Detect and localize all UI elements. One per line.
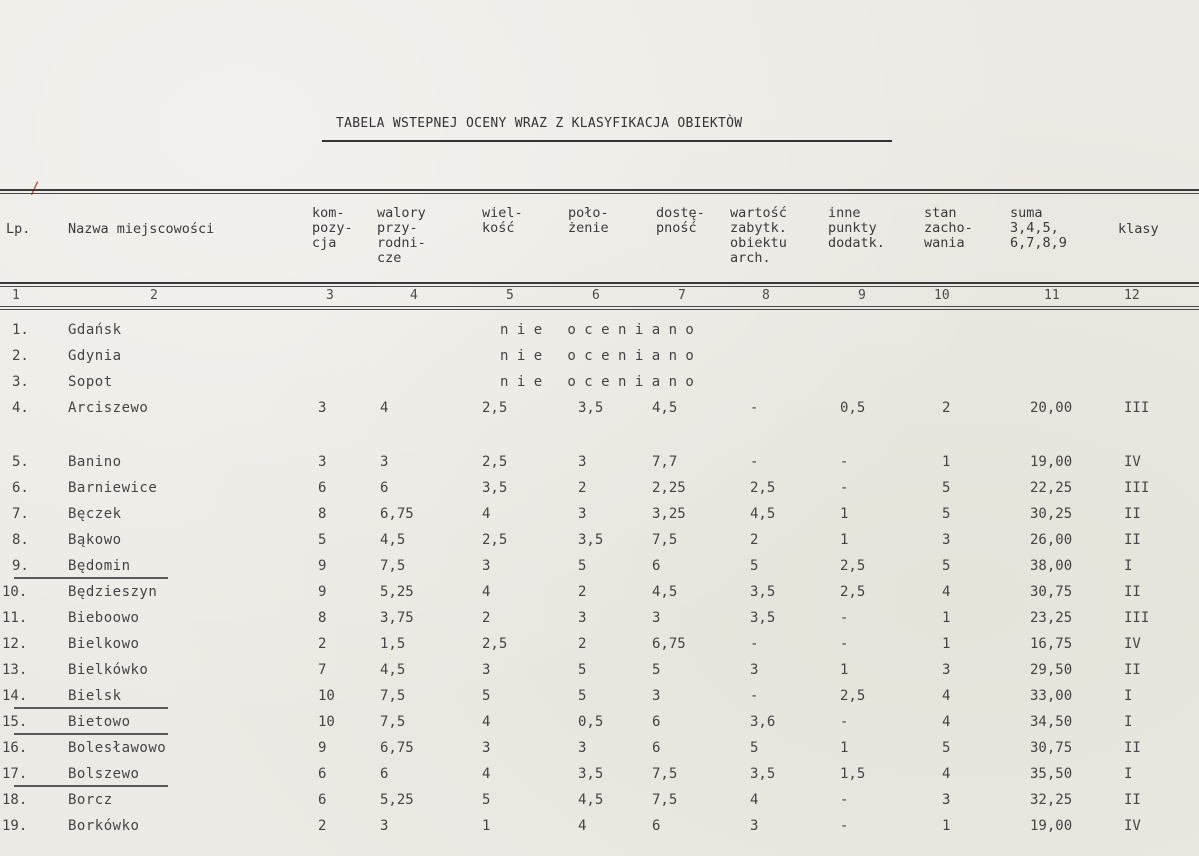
locality-name: Banino [68,454,122,470]
cell-c8: 3,5 [750,610,776,626]
cell-c3: 8 [318,506,327,522]
cell-c10: 4 [942,714,951,730]
cell-c4: 7,5 [380,558,406,574]
row-number: 10. [2,584,28,600]
column-number: 2 [150,288,158,303]
highlight-underline [14,577,168,579]
cell-c10: 1 [942,818,951,834]
cell-c6: 3,5 [578,766,604,782]
cell-c12: II [1124,506,1141,522]
cell-c8: 3 [750,818,759,834]
table-top-rule [0,189,1199,191]
cell-c8: 4,5 [750,506,776,522]
cell-c7: 6,75 [652,636,686,652]
cell-c6: 2 [578,480,587,496]
cell-c3: 10 [318,688,335,704]
highlight-underline [14,785,168,787]
cell-c9: 1 [840,506,849,522]
cell-c3: 3 [318,454,327,470]
cell-c8: 5 [750,558,759,574]
column-number: 3 [326,288,334,303]
row-number: 8. [12,532,29,548]
cell-c6: 5 [578,558,587,574]
cell-c9: - [840,610,849,626]
locality-name: Bąkowo [68,532,122,548]
cell-c10: 4 [942,766,951,782]
cell-c5: 2,5 [482,400,508,416]
cell-c12: IV [1124,636,1141,652]
cell-c9: 1 [840,662,849,678]
cell-c11: 16,75 [1030,636,1073,652]
cell-c11: 19,00 [1030,818,1073,834]
cell-c7: 3 [652,610,661,626]
cell-c9: 2,5 [840,584,866,600]
cell-c10: 1 [942,454,951,470]
cell-c11: 29,50 [1030,662,1073,678]
cell-c10: 3 [942,792,951,808]
cell-c3: 8 [318,610,327,626]
header-c11: suma 3,4,5, 6,7,8,9 [1010,205,1067,251]
cell-c5: 3 [482,740,491,756]
cell-c7: 5 [652,662,661,678]
cell-c3: 10 [318,714,335,730]
not-rated-note: n i e o c e n i a n o [500,374,694,390]
locality-name: Bietowo [68,714,131,730]
numbers-bottom-rule-2 [0,309,1199,310]
pen-mark: / [30,178,40,197]
cell-c12: I [1124,766,1133,782]
cell-c3: 9 [318,558,327,574]
cell-c8: 3,5 [750,584,776,600]
cell-c6: 4 [578,818,587,834]
cell-c3: 6 [318,792,327,808]
header-c10: stan zacho- wania [924,205,973,251]
cell-c4: 6,75 [380,740,414,756]
cell-c12: I [1124,558,1133,574]
row-number: 1. [12,322,29,338]
header-c5: wiel- kość [482,205,523,236]
locality-name: Bolesławowo [68,740,167,756]
cell-c8: 3 [750,662,759,678]
cell-c8: - [750,454,759,470]
header-c3: kom- pozy- cja [312,205,353,251]
row-number: 11. [2,610,28,626]
cell-c5: 2,5 [482,532,508,548]
header-c9: inne punkty dodatk. [828,205,885,251]
cell-c7: 3,25 [652,506,686,522]
header-c7: dostę- pność [656,205,705,236]
cell-c6: 2 [578,636,587,652]
cell-c3: 6 [318,766,327,782]
row-number: 18. [2,792,28,808]
locality-name: Będomin [68,558,131,574]
cell-c7: 6 [652,740,661,756]
locality-name: Bęczek [68,506,122,522]
cell-c8: 4 [750,792,759,808]
cell-c3: 2 [318,636,327,652]
row-number: 4. [12,400,29,416]
cell-c5: 2 [482,610,491,626]
column-number: 10 [934,288,950,303]
row-number: 7. [12,506,29,522]
numbers-bottom-rule [0,306,1199,307]
cell-c4: 3 [380,454,389,470]
cell-c5: 4 [482,766,491,782]
cell-c4: 5,25 [380,584,414,600]
header-lp: Lp. [6,221,31,237]
cell-c6: 5 [578,688,587,704]
cell-c11: 19,00 [1030,454,1073,470]
cell-c4: 5,25 [380,792,414,808]
row-number: 3. [12,374,29,390]
table-top-rule-2 [0,193,1199,194]
cell-c4: 4,5 [380,532,406,548]
cell-c11: 34,50 [1030,714,1073,730]
cell-c12: I [1124,688,1133,704]
cell-c6: 5 [578,662,587,678]
cell-c5: 4 [482,506,491,522]
header-c8: wartość zabytk. obiektu arch. [730,205,787,266]
cell-c12: II [1124,792,1141,808]
cell-c7: 6 [652,818,661,834]
locality-name: Barniewice [68,480,158,496]
cell-c5: 2,5 [482,454,508,470]
row-number: 19. [2,818,28,834]
locality-name: Borcz [68,792,113,808]
row-number: 15. [2,714,28,730]
cell-c6: 3 [578,454,587,470]
cell-c4: 3 [380,818,389,834]
cell-c4: 6 [380,766,389,782]
cell-c5: 2,5 [482,636,508,652]
cell-c12: III [1124,610,1150,626]
locality-name: Bielkowo [68,636,140,652]
cell-c12: II [1124,662,1141,678]
cell-c10: 5 [942,506,951,522]
cell-c9: - [840,636,849,652]
cell-c6: 3,5 [578,532,604,548]
locality-name: Sopot [68,374,113,390]
locality-name: Bolszewo [68,766,140,782]
column-number: 4 [410,288,418,303]
cell-c9: - [840,792,849,808]
cell-c5: 5 [482,792,491,808]
cell-c6: 0,5 [578,714,604,730]
column-number: 1 [12,288,20,303]
cell-c12: II [1124,584,1141,600]
cell-c11: 22,25 [1030,480,1073,496]
cell-c11: 30,25 [1030,506,1073,522]
cell-c5: 3 [482,662,491,678]
cell-c4: 6,75 [380,506,414,522]
title-underline [322,140,892,142]
cell-c8: 2 [750,532,759,548]
cell-c4: 7,5 [380,714,406,730]
locality-name: Będzieszyn [68,584,158,600]
cell-c7: 7,5 [652,766,678,782]
column-number: 7 [678,288,686,303]
cell-c12: III [1124,400,1150,416]
cell-c8: - [750,636,759,652]
cell-c3: 2 [318,818,327,834]
header-bottom-rule [0,282,1199,284]
cell-c10: 4 [942,584,951,600]
column-number: 5 [506,288,514,303]
cell-c10: 5 [942,558,951,574]
locality-name: Borkówko [68,818,140,834]
cell-c4: 4 [380,400,389,416]
cell-c8: 3,5 [750,766,776,782]
cell-c9: 1,5 [840,766,866,782]
cell-c7: 2,25 [652,480,686,496]
cell-c6: 3,5 [578,400,604,416]
cell-c9: 1 [840,740,849,756]
cell-c10: 5 [942,480,951,496]
row-number: 12. [2,636,28,652]
row-number: 14. [2,688,28,704]
highlight-underline [14,733,168,735]
header-c4: walory przy- rodni- cze [377,205,426,266]
cell-c7: 3 [652,688,661,704]
cell-c8: - [750,688,759,704]
not-rated-note: n i e o c e n i a n o [500,322,694,338]
cell-c4: 3,75 [380,610,414,626]
cell-c3: 7 [318,662,327,678]
cell-c9: - [840,454,849,470]
cell-c5: 4 [482,584,491,600]
column-number: 12 [1124,288,1140,303]
cell-c8: 5 [750,740,759,756]
cell-c7: 4,5 [652,400,678,416]
locality-name: Bielkówko [68,662,149,678]
cell-c7: 6 [652,558,661,574]
column-number: 8 [762,288,770,303]
locality-name: Bieboowo [68,610,140,626]
cell-c6: 3 [578,740,587,756]
cell-c6: 3 [578,506,587,522]
cell-c8: - [750,400,759,416]
cell-c4: 7,5 [380,688,406,704]
row-number: 17. [2,766,28,782]
row-number: 2. [12,348,29,364]
cell-c10: 5 [942,740,951,756]
cell-c6: 2 [578,584,587,600]
cell-c9: - [840,714,849,730]
column-number: 11 [1044,288,1060,303]
cell-c9: 2,5 [840,688,866,704]
cell-c5: 1 [482,818,491,834]
locality-name: Gdańsk [68,322,122,338]
cell-c6: 3 [578,610,587,626]
cell-c3: 9 [318,740,327,756]
locality-name: Arciszewo [68,400,149,416]
cell-c5: 3,5 [482,480,508,496]
header-name: Nazwa miejscowości [68,221,215,237]
highlight-underline [14,707,168,709]
cell-c10: 4 [942,688,951,704]
cell-c11: 20,00 [1030,400,1073,416]
locality-name: Bielsk [68,688,122,704]
cell-c7: 7,7 [652,454,678,470]
cell-c7: 7,5 [652,532,678,548]
cell-c7: 6 [652,714,661,730]
cell-c9: - [840,818,849,834]
document-title: TABELA WSTEPNEJ OCENY WRAZ Z KLASYFIKACJA OBIEKTÒW [336,116,743,131]
cell-c3: 6 [318,480,327,496]
cell-c10: 2 [942,400,951,416]
cell-c4: 1,5 [380,636,406,652]
cell-c11: 26,00 [1030,532,1073,548]
cell-c12: II [1124,532,1141,548]
cell-c9: 0,5 [840,400,866,416]
not-rated-note: n i e o c e n i a n o [500,348,694,364]
cell-c12: III [1124,480,1150,496]
row-number: 16. [2,740,28,756]
cell-c12: I [1124,714,1133,730]
cell-c11: 33,00 [1030,688,1073,704]
cell-c10: 3 [942,532,951,548]
cell-c5: 3 [482,558,491,574]
cell-c4: 6 [380,480,389,496]
cell-c12: IV [1124,454,1141,470]
cell-c9: - [840,480,849,496]
cell-c11: 35,50 [1030,766,1073,782]
locality-name: Gdynia [68,348,122,364]
cell-c7: 4,5 [652,584,678,600]
column-number: 6 [592,288,600,303]
cell-c3: 3 [318,400,327,416]
cell-c8: 2,5 [750,480,776,496]
header-c12: klasy [1118,221,1159,237]
header-c6: poło- żenie [568,205,609,236]
cell-c11: 32,25 [1030,792,1073,808]
cell-c12: II [1124,740,1141,756]
row-number: 5. [12,454,29,470]
cell-c11: 30,75 [1030,740,1073,756]
cell-c3: 9 [318,584,327,600]
cell-c6: 4,5 [578,792,604,808]
cell-c9: 1 [840,532,849,548]
cell-c11: 23,25 [1030,610,1073,626]
row-number: 6. [12,480,29,496]
row-number: 9. [12,558,29,574]
cell-c10: 1 [942,636,951,652]
cell-c12: IV [1124,818,1141,834]
cell-c8: 3,6 [750,714,776,730]
cell-c9: 2,5 [840,558,866,574]
cell-c10: 3 [942,662,951,678]
cell-c5: 5 [482,688,491,704]
row-number: 13. [2,662,28,678]
header-bottom-rule-2 [0,286,1199,287]
cell-c10: 1 [942,610,951,626]
cell-c11: 38,00 [1030,558,1073,574]
cell-c7: 7,5 [652,792,678,808]
cell-c3: 5 [318,532,327,548]
column-number: 9 [858,288,866,303]
cell-c11: 30,75 [1030,584,1073,600]
cell-c4: 4,5 [380,662,406,678]
cell-c5: 4 [482,714,491,730]
